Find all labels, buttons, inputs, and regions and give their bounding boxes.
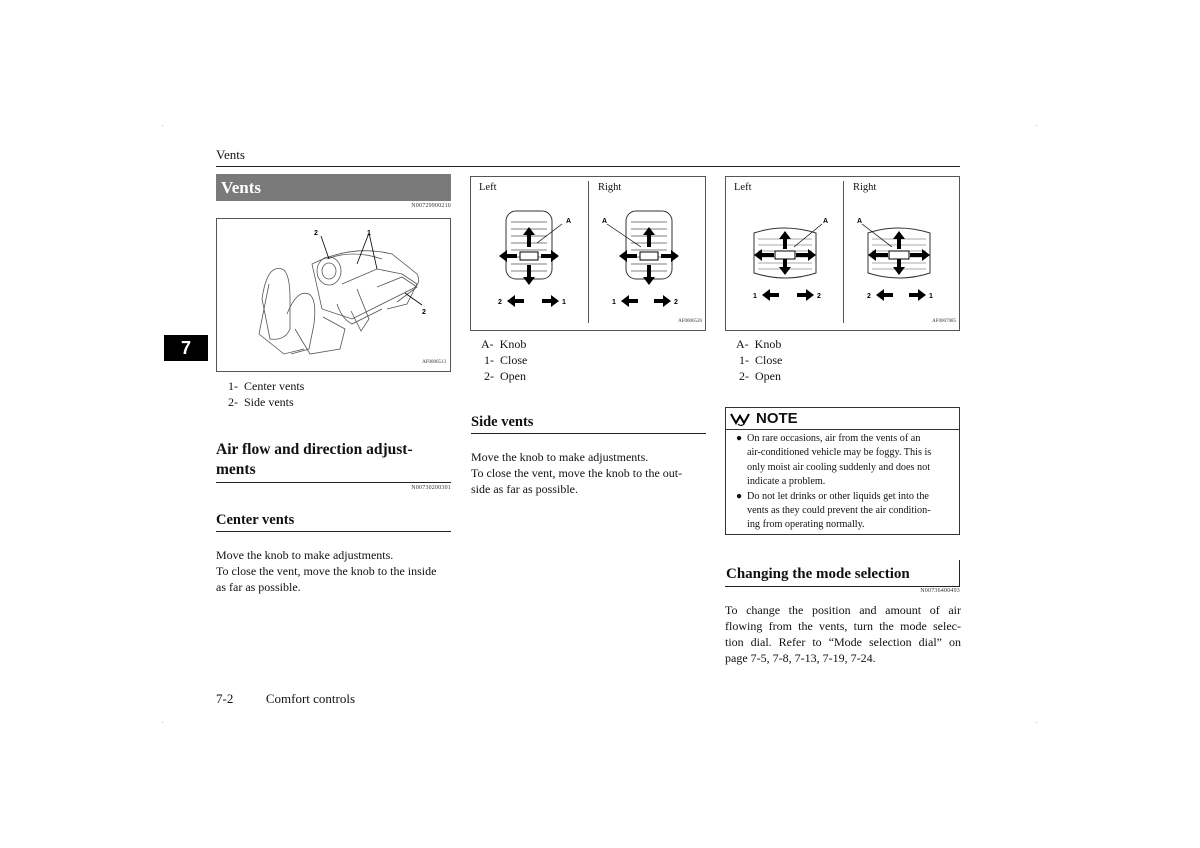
footer	[216, 691, 355, 707]
legend-num: A-	[736, 337, 749, 351]
figure-legend	[228, 378, 304, 410]
dashboard-figure	[216, 218, 451, 372]
legend-num: 1-	[228, 379, 238, 393]
page-number: 7-2	[216, 691, 234, 706]
crop-mark	[162, 125, 163, 126]
heading-side-vents: Side vents	[471, 414, 534, 430]
legend-num: 2-	[739, 369, 749, 383]
side-vents-text: Move the knob to make adjustments. To close the vent, move the knob to the out- side as far as possible.	[471, 450, 683, 496]
legend-item	[736, 352, 782, 368]
heading-center-vents: Center vents	[216, 512, 295, 528]
callout-label: 2	[817, 293, 821, 300]
legend-item	[481, 352, 527, 368]
callout-label: A	[857, 218, 863, 225]
section-code: N00736400493	[920, 588, 960, 594]
side-vents-figure	[470, 176, 706, 331]
figure-legend	[481, 336, 527, 384]
dashboard-illustration	[217, 219, 450, 371]
note-header	[726, 408, 959, 430]
center-vents-text: Move the knob to make adjustments. To close the vent, move the knob to the inside as far as possible.	[216, 548, 437, 594]
heading-mode-selection: Changing the mode selection	[726, 566, 910, 582]
legend-text: Center vents	[244, 379, 305, 393]
section-code: N00729900210	[411, 203, 451, 209]
callout-label: 2	[674, 299, 678, 306]
legend-num: A-	[481, 337, 494, 351]
legend-text: Close	[755, 353, 783, 367]
legend-item	[228, 394, 304, 410]
vent-right	[602, 211, 679, 307]
callout-label: 2	[422, 309, 426, 316]
note-box	[725, 407, 960, 535]
legend-num: 2-	[484, 369, 494, 383]
note-item: ● Do not let drinks or other liquids get into the vents as they could prevent the air condition- ing from operating normally.	[736, 490, 931, 531]
callout-label: 1	[929, 293, 933, 300]
running-header: Vents	[216, 147, 245, 162]
section-title-vents: Vents	[216, 174, 451, 201]
note-title: NOTE	[756, 410, 798, 427]
legend-text: Knob	[754, 337, 782, 351]
callout-label: 1	[562, 299, 566, 306]
vent-left	[498, 211, 571, 307]
side-vents-figure-alt	[725, 176, 960, 331]
callout-label: 1	[753, 293, 757, 300]
callout-label: 2	[314, 230, 318, 237]
callout-label: A	[602, 218, 608, 225]
legend-item	[736, 368, 782, 384]
crop-mark	[162, 722, 163, 723]
callout-label: 2	[867, 293, 871, 300]
heading-bracket	[959, 560, 960, 586]
legend-item	[481, 368, 527, 384]
note-items	[736, 432, 958, 533]
vent-left	[753, 218, 828, 301]
vent-right	[857, 218, 933, 301]
figure-code: AF0006513	[422, 360, 446, 365]
figure-code: AF0007985	[932, 319, 956, 324]
callout-label: A	[823, 218, 829, 225]
legend-item	[736, 336, 782, 352]
legend-num: 2-	[228, 395, 238, 409]
side-vents-alt-illustration	[726, 177, 959, 330]
callout-label: 1	[612, 299, 616, 306]
callout-label: A	[566, 218, 572, 225]
mode-selection-text: To change the position and amount of air flowing from the vents, turn the mode selec- tion dial. Refer to “Mode selection dial” on page 7-5, 7-8, 7-13, 7-19, 7-24.	[725, 603, 961, 665]
legend-text: Open	[500, 369, 526, 383]
figure-legend	[736, 336, 782, 384]
figure-code: AF0006526	[678, 319, 702, 324]
crop-mark	[1036, 722, 1037, 723]
heading-rule	[725, 586, 960, 587]
legend-text: Knob	[499, 337, 527, 351]
figure-label-right: Right	[598, 182, 622, 193]
note-icon	[730, 411, 752, 427]
heading-rule	[471, 433, 706, 434]
legend-text: Open	[755, 369, 781, 383]
chapter-tab: 7	[164, 335, 208, 361]
note-item: ● On rare occasions, air from the vents of an air-conditioned vehicle may be foggy. This is only moist air cooling suddenly and does not indicate a problem.	[736, 433, 932, 488]
section-code: N00730200301	[411, 485, 451, 491]
figure-label-left: Left	[734, 182, 752, 193]
legend-num: 1-	[484, 353, 494, 367]
legend-text: Close	[500, 353, 528, 367]
callout-label: 1	[367, 230, 371, 237]
figure-label-right: Right	[853, 182, 877, 193]
chapter-title: Comfort controls	[265, 691, 356, 706]
legend-item	[228, 378, 304, 394]
bullet-icon: ●	[736, 490, 743, 502]
legend-num: 1-	[739, 353, 749, 367]
bullet-icon: ●	[736, 433, 743, 444]
side-vents-illustration	[471, 177, 705, 330]
header-rule	[216, 166, 960, 167]
heading-rule	[216, 482, 451, 483]
callout-label: 2	[498, 299, 502, 306]
legend-item	[481, 336, 527, 352]
figure-label-left: Left	[479, 182, 497, 193]
crop-mark	[1036, 125, 1037, 126]
heading-rule	[216, 531, 451, 532]
heading-airflow: Air flow and direction adjust- ments	[216, 441, 413, 478]
legend-text: Side vents	[244, 395, 294, 409]
